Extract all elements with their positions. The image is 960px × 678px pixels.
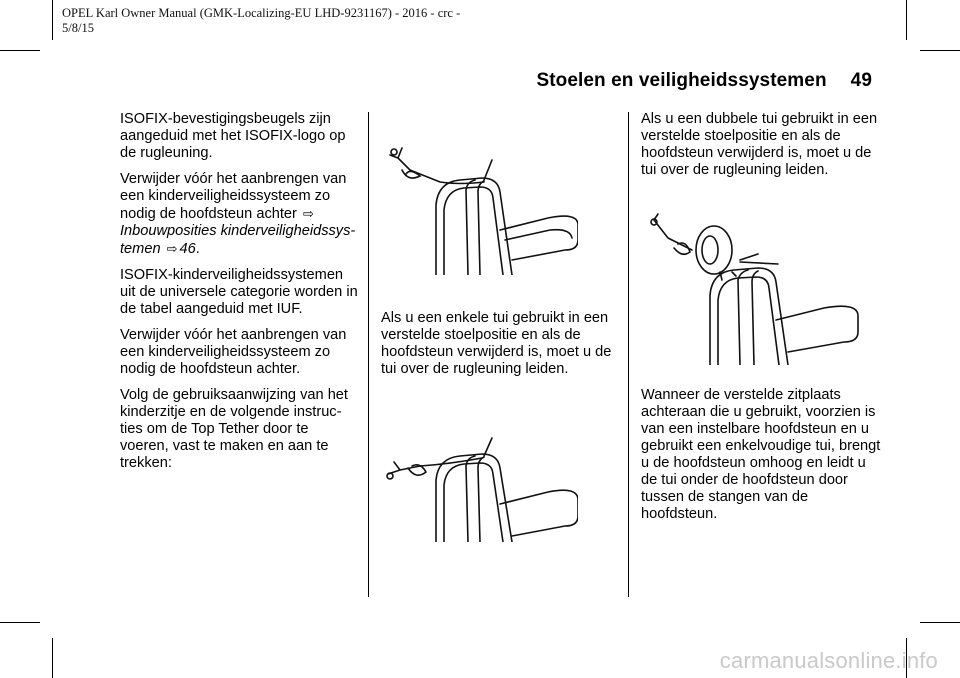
figure-caption: Als u een enkele tui gebruikt in een verstelde stoelpositie en als de hoofdsteun verwijderd is, moet u de tui over de rugleuning leiden. [381, 310, 612, 377]
crop-mark [52, 0, 53, 40]
watermark-text[interactable]: carmanualsonline.info [719, 648, 938, 673]
column-right [641, 111, 881, 188]
cross-reference-link[interactable]: Inbouwposities kinderveiligheidssys- temen [120, 223, 356, 257]
page-reference-icon: ⇨ [302, 206, 314, 221]
section-title: Stoelen en veiligheidssystemen [536, 70, 827, 91]
page-reference-icon: ⇨ [166, 241, 178, 256]
paragraph: ISOFIX-kinderveiligheidssystemen uit de universele categorie worden in de tabel aangeduid met IUF. [120, 267, 358, 317]
column-middle [381, 310, 621, 387]
page-header [536, 70, 872, 92]
metadata-date: 5/8/15 [62, 21, 94, 35]
crop-mark [906, 0, 907, 40]
column-divider [628, 112, 629, 597]
crop-mark [0, 622, 40, 623]
figure-double-tether-with-headrest [640, 210, 862, 365]
crop-mark [920, 622, 960, 623]
metadata-line: OPEL Karl Owner Manual (GMK-Localizing-EU LHD-9231167) - 2016 - crc - [62, 6, 461, 20]
paragraph: Verwijder vóór het aanbrengen van een kinderveiligheidssysteem zo nodig de hoofdsteun achter ⇨ Inbouwposities kinderveiligheidssys- temen ⇨ 46. [120, 171, 356, 257]
paragraph: Verwijder vóór het aanbrengen van een kinderveiligheidssysteem zo nodig de hoofdsteun achter. [120, 327, 347, 377]
crop-mark [0, 50, 40, 51]
print-metadata [62, 6, 460, 36]
column-left [120, 111, 360, 481]
crop-mark [920, 50, 960, 51]
crop-mark [52, 638, 53, 678]
figure-single-tether-over-seatback [380, 130, 578, 275]
paragraph: Volg de gebruiksaanwijzing van het kinderzitje en de volgende instruc- ties om de Top Tether door te voeren, vast te maken en aan te trekken: [120, 387, 348, 471]
paragraph-text: Verwijder vóór het aanbrengen van een kinderveiligheidssysteem zo nodig de hoofdsteun achter [120, 171, 347, 222]
column-right-lower [641, 387, 881, 532]
cross-reference-page[interactable]: 46 [179, 241, 196, 257]
paragraph: Als u een dubbele tui gebruikt in een verstelde stoelpositie en als de hoofdsteun verwijderd is, moet u de tui over de rugleuning leiden. [641, 111, 878, 178]
paragraph: ISOFIX-bevestigingsbeugels zijn aangeduid met het ISOFIX-logo op de rugleuning. [120, 111, 346, 161]
figure-tether-routing-seatback [380, 430, 578, 542]
column-divider [368, 112, 369, 597]
paragraph: Wanneer de verstelde zitplaats achteraan die u gebruikt, voorzien is van een instelbare hoofdsteun en u gebruikt een enkelvoudige tui, brengt u de hoofdsteun omhoog en leidt u de tui onder de hoofdsteun door tussen de stangen van de hoofdsteun. [641, 387, 881, 522]
page-number: 49 [850, 70, 872, 91]
